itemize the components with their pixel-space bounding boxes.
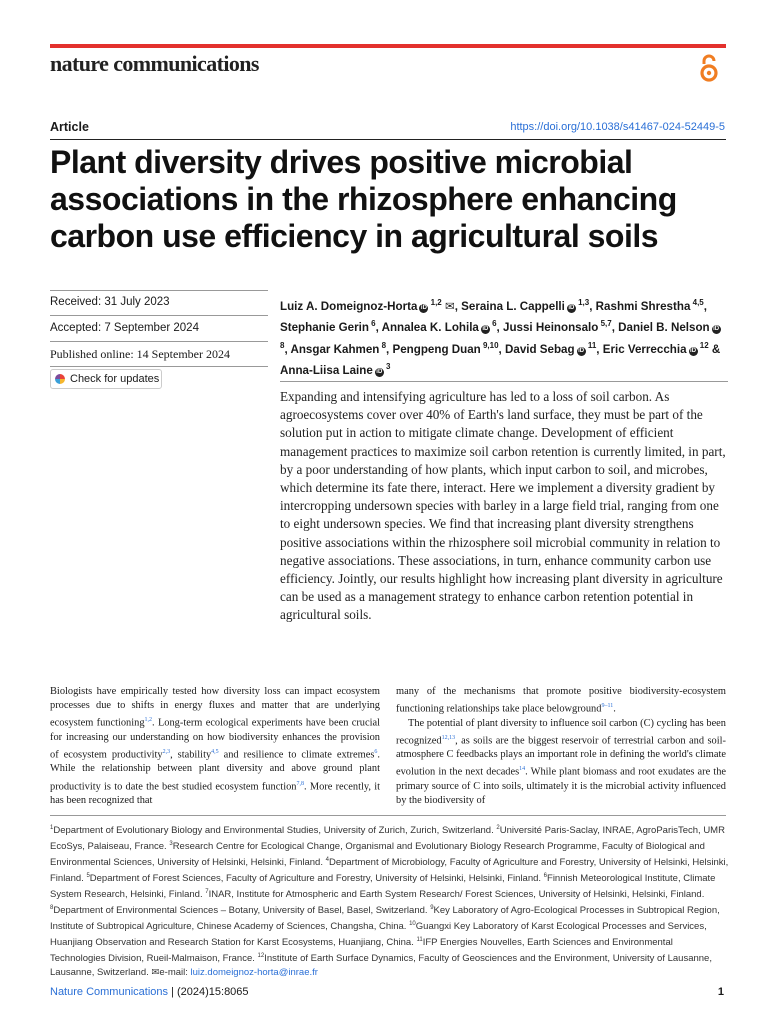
received-date: Received: 31 July 2023 (50, 296, 170, 308)
author[interactable] (596, 300, 704, 313)
author[interactable] (280, 300, 455, 313)
affiliation-ref: 5,7 (598, 319, 612, 329)
author-name: David Sebag (505, 342, 575, 356)
orcid-icon[interactable]: iD (690, 347, 697, 354)
affiliation-ref: 9,10 (480, 341, 499, 351)
check-for-updates-button[interactable] (50, 369, 162, 389)
orcid-icon[interactable]: iD (713, 325, 720, 332)
affiliation-ref: 11 (585, 341, 597, 351)
body-paragraph: many of the mechanisms that promote positive biodiversity-ecosystem functioning relationships take place belowground$^{9-11}$. (396, 686, 726, 715)
author[interactable] (280, 364, 390, 377)
affiliation-number: 12 (257, 952, 265, 959)
affiliations: $^1$Department of Evolutionary Biology and Environmental Studies, University of Zurich, Zurich, Switzerland. $^2$Université Paris-Saclay, INRAE, AgroParisTech, UMR EcoSys, Palaiseau, France. $^3$Research Centre for Ecological Change, Organismal and Evolutionary Biology Research Programme, Faculty of Biological and Environmental Sciences, University of Helsinki, Helsinki, Finland. $^4$Department of Microbiology, Faculty of Agriculture and Forestry, University of Helsinki, Helsinki, Finland. $^5$Department of Forest Sciences, Faculty of Agriculture and Forestry, University of Helsinki, Helsinki, Finland. $^6$Finnish Meteorological Institute, Climate System Research, Helsinki, Finland. $^7$INAR, Institute for Atmospheric and Earth System Research/ Forest Sciences, University of Helsinki, Helsinki, Finland. $^8$Department of Environmental Sciences – Botany, University of Basel, Basel, Switzerland. $^9$Key Laboratory of Agro-Ecological Processes in Subtropical Region, Institute of Subtropical Agriculture, Chinese Academy of Sciences, Changsha, China. $^{10}$Guangxi Key Laboratory of Karst Ecological Processes and Services, Huanjiang Observation and Research Station for Karst Ecosystems, Huanjiang, China. $^{11}$IFP Energies Nouvelles, Earth Sciences and Environmental Technologies Division, Rueil-Malmaison, France. $^{12}$Institute of Earth Surface Dynamics, Faculty of Geosciences and the Environment, University of Lausanne, Lausanne, Switzerland. ✉e-mail: luiz.domeignoz-horta@inrae.fr (50, 825, 729, 978)
affiliation-ref: 12 (697, 341, 709, 351)
author-name: Ansgar Kahmen (290, 342, 380, 356)
footer-journal-link[interactable]: Nature Communications (50, 986, 168, 998)
author-name: Jussi Heinonsalo (503, 320, 599, 334)
author-name: Rashmi Shrestha (595, 299, 691, 313)
citation-ref[interactable]: 4,5 (211, 748, 219, 755)
citation-ref[interactable]: 1,2 (144, 717, 153, 724)
affiliation-ref: 1,2 (428, 298, 442, 307)
email-icon: ✉ (151, 966, 160, 978)
accepted-date: Accepted: 7 September 2024 (50, 322, 199, 334)
author-name: Anna-Liisa Laine (280, 364, 373, 378)
author-name: Stephanie Gerin (280, 320, 369, 334)
author-name: Pengpeng Duan (392, 342, 481, 356)
author-name: Luiz A. Domeignoz-Horta (280, 299, 418, 313)
affiliation-number: 11 (416, 936, 423, 943)
affiliation-number: 5 (86, 872, 90, 879)
affiliation-ref: 1,3 (575, 298, 590, 307)
crossmark-icon (55, 374, 65, 384)
body-column-left (50, 685, 380, 808)
affiliation-number: 2 (496, 825, 500, 831)
footer-volume: | (2024)15:8065 (171, 986, 249, 998)
affiliation-number: 8 (50, 904, 54, 911)
affiliation-number: 4 (325, 856, 329, 863)
orcid-icon[interactable]: iD (578, 347, 585, 354)
affiliation-number: 1 (50, 825, 54, 831)
abstract: Expanding and intensifying agriculture has led to a loss of soil carbon. As agroecosystems cover over 40% of Earth's land surface, they must be part of the solution put in action to mitigate climate change. Development of efficient management practices to maximize soil carbon retention is currently limited, in part, by a poor understanding of how plants, which input carbon to soil, and microbes, which determine its fate there, interact. Here we implement a diversity gradient by intercropping undersown species with barley in a large field trial, ranging from one to eight undersown species. We find that increasing plant diversity strengthens positive associations within the rhizosphere soil microbial community in relation to negative associations. These associations, in turn, enhance community carbon use efficiency. Jointly, our results highlight how increasing plant diversity in agriculture can be used as a management strategy to enhance carbon retention potential in agricultural soils. (280, 389, 726, 623)
affiliation-ref: 3 (383, 362, 391, 372)
author-list: Luiz A. Domeignoz-Horta iD $^{1,2}$ ✉, Seraina L. Cappelli iD $^{1,3}$, Rashmi Shrestha $^{4,5}$, Stephanie Gerin $^6$, Annalea K. Lohila iD $^6$, Jussi Heinonsalo $^{5,7}$, Daniel B. Nelson iD $^8$, Ansgar Kahmen $^8$, Pengpeng Duan $^{9,10}$, David Sebag iD $^{11}$, Eric Verrecchia iD $^{12}$ & Anna-Liisa Laine iD $^3$ (280, 298, 721, 378)
citation-ref[interactable]: 12,13 (441, 734, 456, 741)
citation-ref[interactable]: 14 (519, 766, 526, 773)
author[interactable] (461, 300, 589, 313)
author[interactable] (603, 343, 709, 356)
header-rule (50, 139, 726, 140)
body-column-right (396, 685, 726, 808)
meta-divider (50, 341, 268, 342)
citation-ref[interactable]: 2,3 (162, 748, 171, 755)
affiliation-number: 10 (409, 920, 416, 927)
affiliation-number: 3 (169, 840, 173, 847)
email-icon[interactable]: ✉ (441, 299, 455, 313)
orcid-icon[interactable]: iD (568, 304, 575, 311)
author[interactable] (503, 321, 612, 334)
article-title: Plant diversity drives positive microbial associations in the rhizosphere enhancing carbon use efficiency in agricultural soils (50, 144, 677, 254)
journal-accent-bar (50, 44, 726, 48)
author[interactable] (290, 343, 386, 356)
author-name: Daniel B. Nelson (618, 320, 710, 334)
doi-link[interactable]: https://doi.org/10.1038/s41467-024-52449-5 (510, 121, 725, 133)
author[interactable] (382, 321, 497, 334)
author-name: Annalea K. Lohila (381, 320, 479, 334)
orcid-icon[interactable]: iD (420, 304, 427, 311)
affiliations-rule (50, 815, 726, 816)
body-paragraph: Biologists have empirically tested how diversity loss can impact ecosystem processes due to shifts in energy fluxes and matter that are underlying ecosystem functioning$^{1,2}$. Long-term ecological experiments have been crucial for increasing our understanding on how biodiversity enhances the provision of ecosystem productivity$^{2,3}$, stability$^{4,5}$ and resilience to climate extremes$^6$. While the relationship between plant diversity and above ground plant productivity is to date the best studied ecosystem function$^{7,8}$. More recently, it has been recognized that (50, 686, 380, 807)
page-number: 1 (717, 986, 724, 998)
orcid-icon[interactable]: iD (376, 369, 383, 376)
affiliation-ref: 4,5 (690, 298, 704, 307)
journal-name: nature communications (50, 51, 259, 76)
orcid-icon[interactable]: iD (482, 325, 489, 332)
citation-ref[interactable]: 6 (374, 748, 378, 755)
check-for-updates-label: Check for updates (70, 373, 160, 385)
meta-divider (50, 315, 268, 316)
article-type: Article (50, 120, 89, 134)
affiliation-number: 9 (430, 904, 434, 911)
affiliation-ref: 6 (368, 319, 376, 329)
corresponding-email-link[interactable]: luiz.domeignoz-horta@inrae.fr (190, 966, 318, 978)
published-date: Published online: 14 September 2024 (50, 347, 230, 361)
meta-divider (50, 366, 268, 367)
affiliation-ref: 8 (379, 341, 387, 351)
citation-ref[interactable]: 7,8 (296, 780, 304, 787)
affiliation-ref: 6 (489, 319, 497, 329)
author[interactable] (505, 343, 596, 356)
meta-divider (50, 290, 268, 291)
author[interactable] (280, 321, 376, 334)
open-access-icon (698, 54, 720, 84)
affiliation-ref: 8 (280, 341, 285, 351)
affiliation-number: 7 (205, 888, 209, 895)
author-name: Seraina L. Cappelli (461, 299, 565, 313)
affiliation-number: 6 (543, 872, 548, 879)
footer-citation (50, 986, 249, 998)
author[interactable] (393, 343, 499, 356)
author-name: Eric Verrecchia (602, 342, 687, 356)
body-paragraph: The potential of plant diversity to influence soil carbon (C) cycling has been recognized$^{12,13}$, as soils are the biggest reservoir of terrestrial carbon and soil-atmosphere C feedbacks plays an important role in defining the world's climate evolution in the next decades$^{14}$. While plant biomass and root exudates are the primary source of C into soils, ultimately it is the microbial activity influenced by the biodiversity of (396, 717, 727, 807)
citation-ref[interactable]: 9–11 (601, 703, 614, 710)
